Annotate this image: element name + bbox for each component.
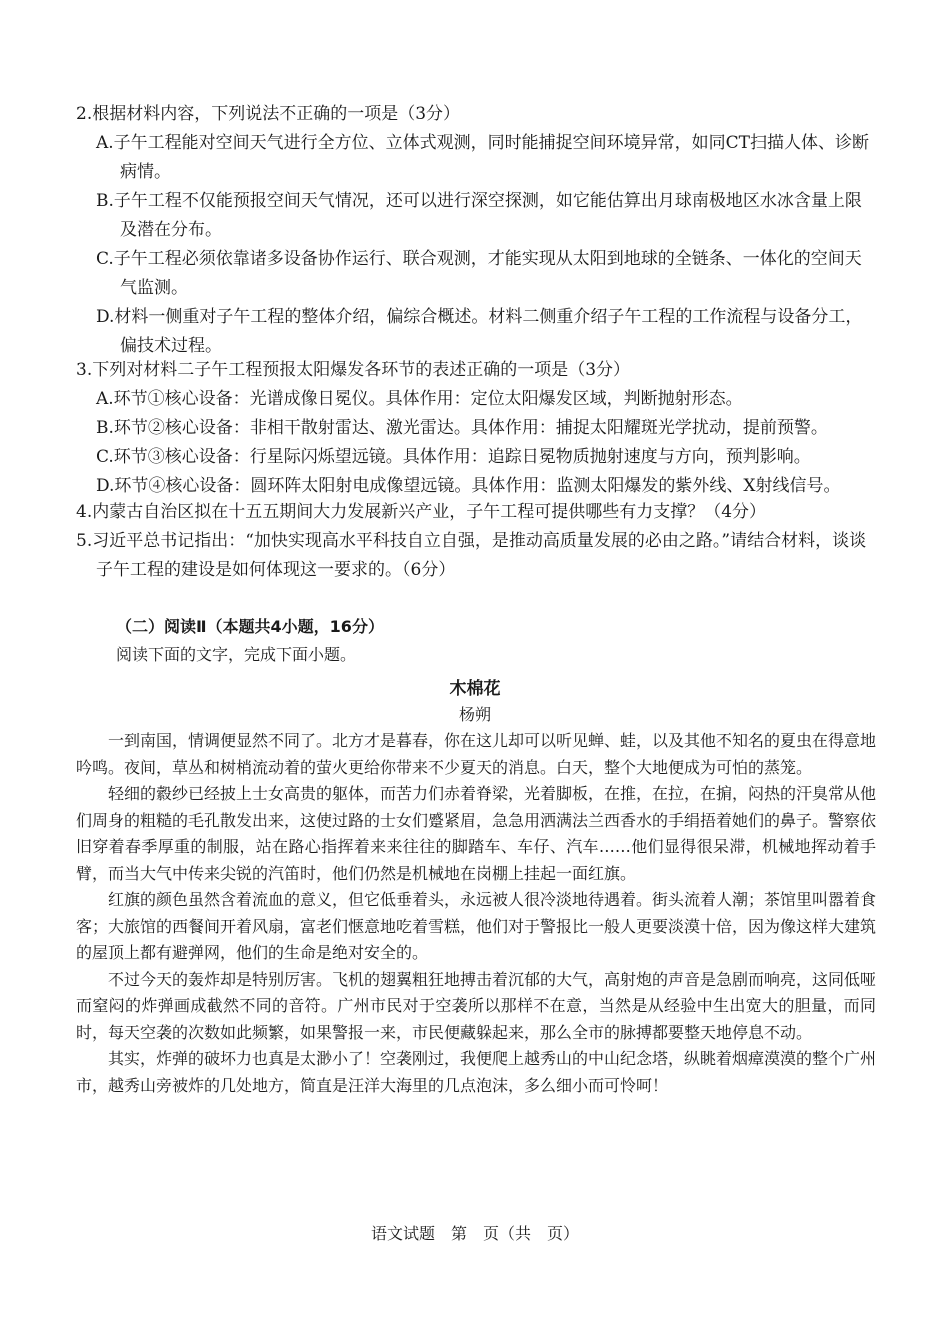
article-body: [76, 728, 876, 1099]
page-footer: 语文试题 第 页（共 页）: [370, 1224, 579, 1243]
question-2: [76, 100, 876, 361]
article-title: 木棉花: [449, 679, 501, 699]
section-title: （二）阅读Ⅱ（本题共4小题，16分）: [116, 617, 384, 636]
article-paragraph: 红旗的颜色虽然含着流血的意义，但它低垂着头，永远被人很冷淡地待遇着。街头流着人潮；茶馆里叫嚣着食客；大旅馆的西餐间开着风扇，富老们惬意地吃着雪糕，他们对于警报比一般人更要淡漠十倍，因为像这样大建筑的屋顶上都有避弹网，他们的生命是绝对安全的。: [76, 890, 877, 962]
option-a: A.环节①核心设备：光谱成像日冕仪。具体作用：定位太阳爆发区域，判断抛射形态。: [96, 389, 743, 409]
question-stem: 5.习近平总书记指出：“加快实现高水平科技自立自强，是推动高质量发展的必由之路。”请结合材料，谈谈子午工程的建设是如何体现这一要求的。（6分）: [76, 531, 867, 580]
option-a: A.子午工程能对空间天气进行全方位、立体式观测，同时能捕捉空间环境异常，如同CT扫描人体、诊断病情。: [96, 133, 870, 182]
question-stem: 4.内蒙古自治区拟在十五五期间大力发展新兴产业，子午工程可提供哪些有力支撑？（4分）: [76, 502, 767, 522]
question-stem: 3.下列对材料二子午工程预报太阳爆发各环节的表述正确的一项是（3分）: [76, 360, 631, 380]
question-4: [76, 498, 876, 527]
article-paragraph: 轻细的縠纱已经披上士女高贵的躯体，而苦力们赤着脊梁，光着脚板，在推，在拉，在掮，闷热的汗臭常从他们周身的粗糙的毛孔散发出来，这使过路的士女们蹙紧眉，急急用洒满法兰西香水的手绢捂着她们的鼻子。警察依旧穿着春季厚重的制服，站在路心指挥着来来往往的脚踏车、车仔、汽车……他们显得很呆滞，机械地挥动着手臂，而当大气中传来尖锐的汽笛时，他们仍然是机械地在岗棚上挂起一面红旗。: [76, 784, 877, 883]
article-paragraph: 其实，炸弹的破坏力也真是太渺小了！空袭刚过，我便爬上越秀山的中山纪念塔，纵眺着烟瘴漠漠的整个广州市，越秀山旁被炸的几处地方，简直是汪洋大海里的几点泡沫，多么细小而可怜呵！: [76, 1049, 877, 1095]
question-stem: 2.根据材料内容，下列说法不正确的一项是（3分）: [76, 104, 461, 124]
article-paragraph: 不过今天的轰炸却是特别厉害。飞机的翅翼粗狂地搏击着沉郁的大气，高射炮的声音是急剧而响亮，这同低哑而窒闷的炸弹画成截然不同的音符。广州市民对于空袭所以那样不在意，当然是从经验中生出宽大的胆量，而同时，每天空袭的次数如此频繁，如果警报一来，市民便藏躲起来，那么全市的脉搏都要整天地停息不动。: [76, 969, 877, 1042]
option-b: B.环节②核心设备：非相干散射雷达、激光雷达。具体作用：捕捉太阳耀斑光学扰动，提前预警。: [96, 418, 828, 438]
option-b: B.子午工程不仅能预报空间天气情况，还可以进行深空探测，如它能估算出月球南极地区水冰含量上限及潜在分布。: [96, 191, 862, 240]
article-paragraph: 一到南国，情调便显然不同了。北方才是暮春，你在这儿却可以听见蝉、蛙，以及其他不知名的夏虫在得意地吟鸣。夜间，草丛和树梢流动着的萤火更给你带来不少夏天的消息。白天，整个大地便成为可怕的蒸笼。: [76, 731, 877, 777]
article-author: 杨朔: [458, 705, 491, 724]
option-d: D.环节④核心设备：圆环阵太阳射电成像望远镜。具体作用：监测太阳爆发的紫外线、X射线信号。: [96, 476, 841, 496]
section-instruction: 阅读下面的文字，完成下面小题。: [116, 645, 357, 664]
option-d: D.材料一侧重对子午工程的整体介绍，偏综合概述。材料二侧重介绍子午工程的工作流程与设备分工，偏技术过程。: [96, 307, 863, 356]
option-c: C.环节③核心设备：行星际闪烁望远镜。具体作用：追踪日冕物质抛射速度与方向，预判影响。: [96, 447, 811, 467]
option-c: C.子午工程必须依靠诸多设备协作运行、联合观测，才能实现从太阳到地球的全链条、一体化的空间天气监测。: [96, 249, 862, 298]
question-3: [76, 356, 876, 501]
question-5: [76, 527, 876, 585]
